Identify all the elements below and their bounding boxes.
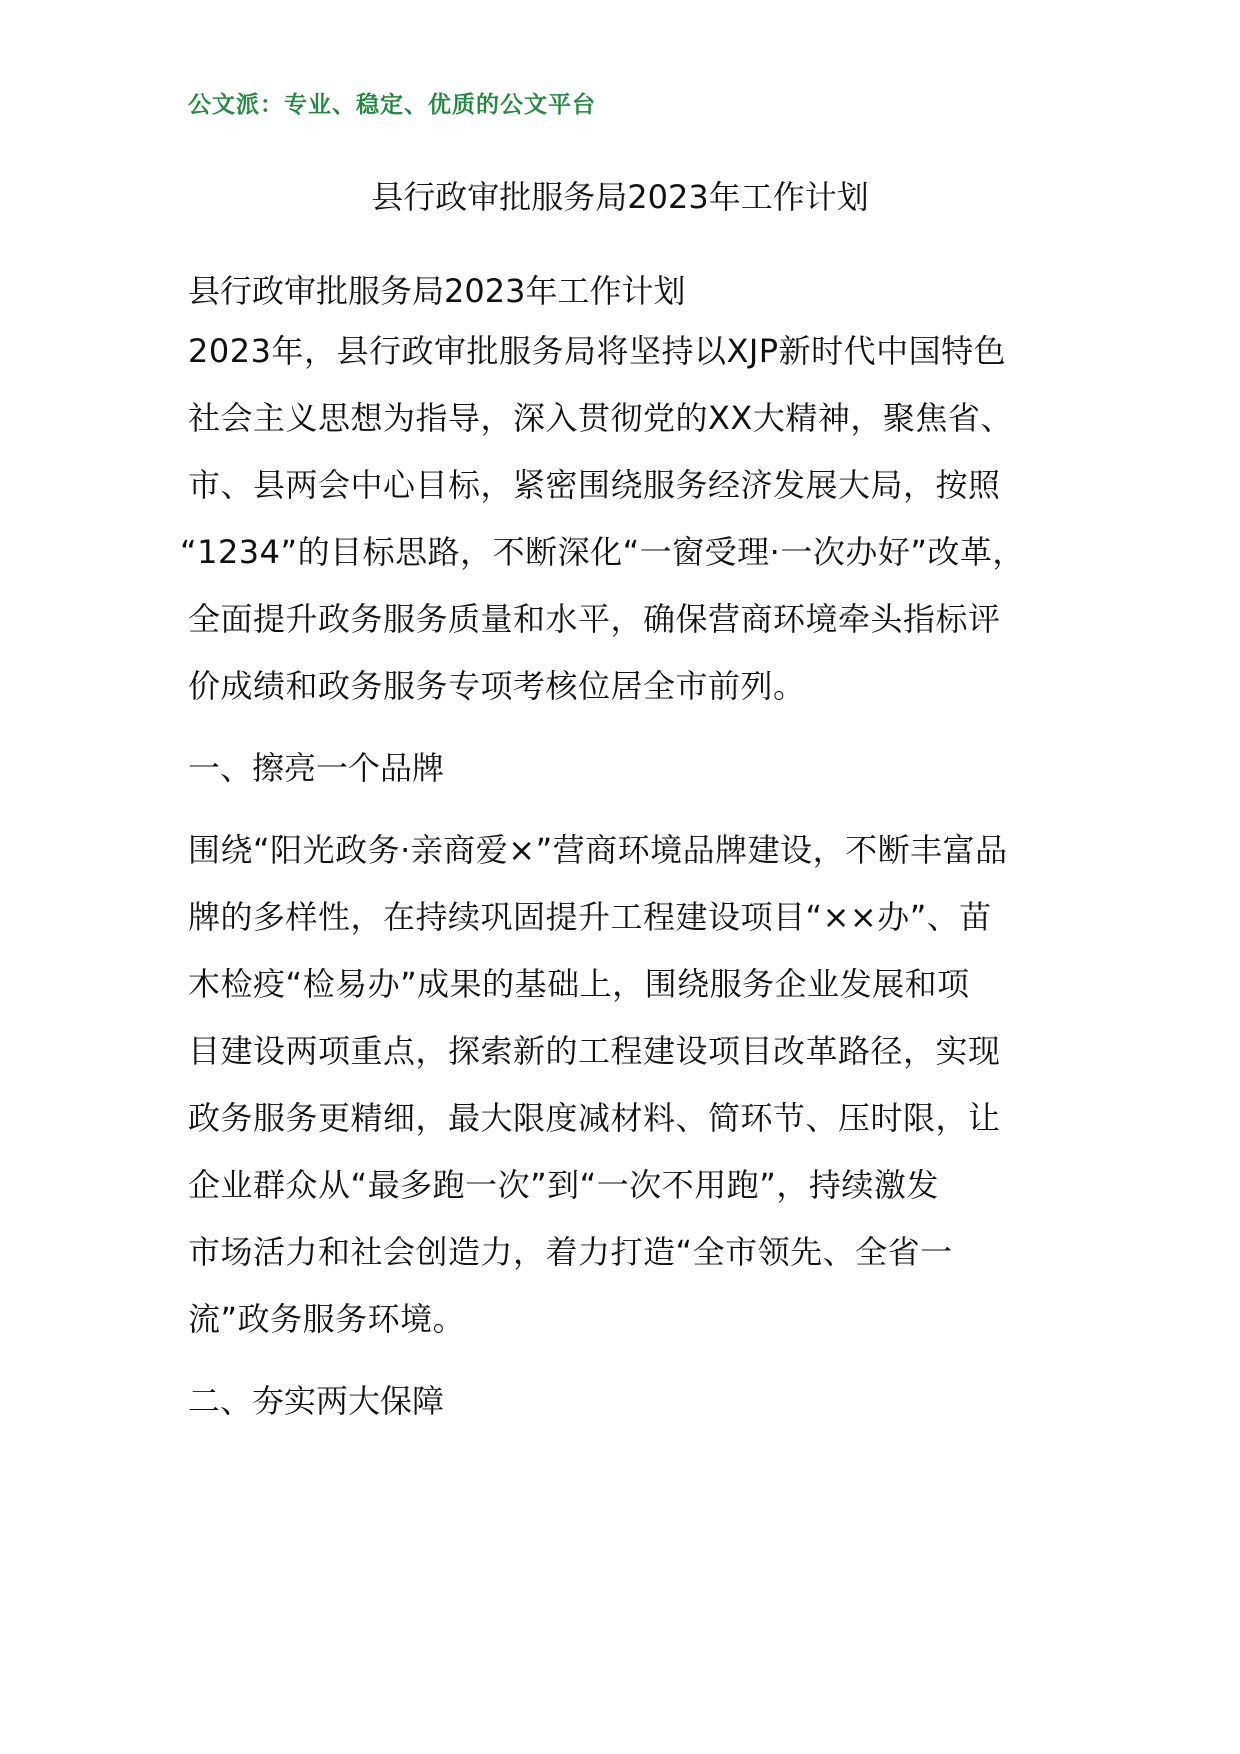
intro-line: 2023年，县行政审批服务局将坚持以XJP新时代中国特色 xyxy=(188,332,1007,370)
section-heading-1: 一、擦亮一个品牌 xyxy=(188,749,445,787)
header-brand: 公文派：专业、稳定、优质的公文平台 xyxy=(188,92,596,118)
section1-line: 木检疫“检易办”成果的基础上，围绕服务企业发展和项 xyxy=(188,965,970,1003)
intro-line: “1234”的目标思路，不断深化“一窗受理·一次办好”改革， xyxy=(180,533,1025,571)
section1-line: 流”政务服务环境。 xyxy=(188,1300,466,1338)
intro-line: 全面提升政务服务质量和水平，确保营商环境牵头指标评 xyxy=(188,600,1001,638)
intro-line: 价成绩和政务服务专项考核位居全市前列。 xyxy=(188,667,806,705)
document-subtitle: 县行政审批服务局2023年工作计划 xyxy=(188,272,686,310)
document-title: 县行政审批服务局2023年工作计划 xyxy=(371,178,869,216)
section-heading-2: 二、夯实两大保障 xyxy=(188,1382,445,1420)
section1-line: 牌的多样性，在持续巩固提升工程建设项目“××办”、苗 xyxy=(188,898,992,936)
section1-line: 目建设两项重点，探索新的工程建设项目改革路径，实现 xyxy=(188,1032,1001,1070)
section1-line: 围绕“阳光政务·亲商爱×”营商环境品牌建设，不断丰富品 xyxy=(188,831,1008,869)
intro-line: 社会主义思想为指导，深入贯彻党的XX大精神，聚焦省、 xyxy=(188,399,1013,437)
section1-line: 政务服务更精细，最大限度减材料、简环节、压时限，让 xyxy=(188,1099,1001,1137)
intro-line: 市、县两会中心目标，紧密围绕服务经济发展大局，按照 xyxy=(188,466,1001,504)
section1-line: 企业群众从“最多跑一次”到“一次不用跑”，持续激发 xyxy=(188,1166,939,1204)
section1-line: 市场活力和社会创造力，着力打造“全市领先、全省一 xyxy=(188,1233,953,1271)
